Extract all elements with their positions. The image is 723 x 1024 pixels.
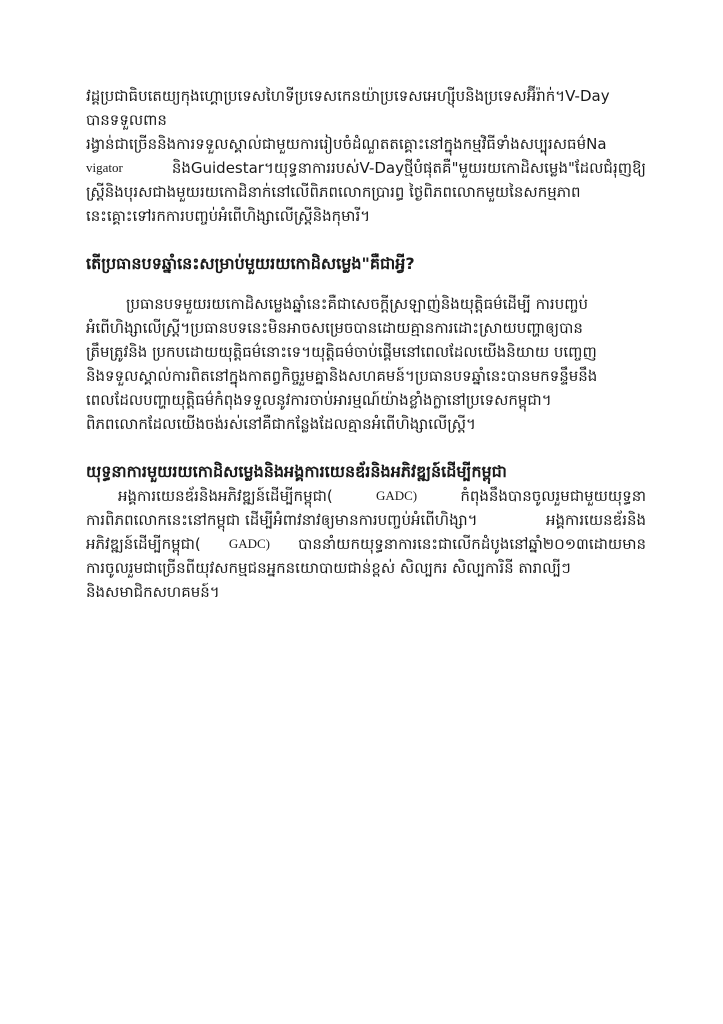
intro-line-2: បានទទួលពាន [86,111,167,129]
spacer [86,228,646,252]
section-2-line-2-a: ការពិភពលោកនេះនៅកម្ពុជា ដើម្បីអំពាវនាវឲ្យមានការបញ្ចប់អំពើហិង្សា។ [86,511,478,529]
intro-line-5: ស្ត្រីនិងបុរសជាងមួយរយកោដិនាក់នៅលើពិភពលោកប្រារព្ធ ថ្ងៃពិភពលោកមួយនៃសកម្មភាព [86,183,581,201]
section-2-line-1-a: អង្គការយេនឌ័រនិងអភិវឌ្ឍន៍ដើម្បីកម្ពុជា( [118,487,333,505]
section-1-heading: តើប្រធានបទឆ្នាំនេះសម្រាប់មួយរយកោដិសម្លេង"គឺជាអ្វី? [86,254,415,273]
section-2-line-1 [86,484,646,508]
intro-line-4 [86,156,646,180]
section-2-line-3 [86,532,646,556]
spacer [86,436,646,460]
section-2-line-2-b: អង្គការយេនឌ័រនិង [546,511,646,529]
intro-line-1: វដ្ដប្រជាធិបតេយ្យកុងហ្គោប្រទេសហៃទីប្រទេសកេនយ៉ាប្រទេសអេហ្ស៊ីបនិងប្រទេសអ៊ីរ៉ាក់។V-Day [86,87,610,105]
section-1-line-2: អំពើហិង្សាលើស្ត្រី។ប្រធានបទនេះមិនអាចសម្រេចបានដោយគ្មានការដោះស្រាយបញ្ហាឲ្យបាន [86,319,583,337]
intro-line-6: នេះគ្គោះទៅរកការបញ្ចប់អំពើហិង្សាលើស្ត្រីនិងកុមារី។ [86,207,371,225]
intro-line-4-end: និងGuidestar។យុទ្ធនាការរបស់V-Dayថ្មីបំផុតគឺ"មួយរយកោដិសម្លេង"ដែលជំរុញឱ្យ [171,159,646,177]
section-1-line-1: ប្រធានបទមួយរយកោដិសម្លេងឆ្នាំនេះគឺជាសេចក្ដីស្រឡាញ់និងយុត្តិធម៌ដើម្បី ការបញ្ចប់ [126,295,589,313]
section-2-line-5: និងសមាជិកសហគមន៍។ [86,583,220,601]
section-2-line-1-c: កំពុងនឹងបានចូលរួមជាមួយយុទ្ធនា [460,487,646,505]
section-2-line-4: ការចូលរួមជាច្រើនពីយុវសកម្មជនអ្នកនយោបាយជាន់ខ្ពស់ សិល្បករ សិល្បការិនី តារាល្បីៗ [86,559,571,577]
intro-line-3: រង្វាន់ជាច្រើននិងការទទួលស្គាល់ជាមួយការរៀបចំដំណួតតគ្គោះនៅក្នុងកម្មវិធីទាំងសប្បុរសធម៌Na [86,135,607,153]
intro-line-4-start: vigator [86,160,123,175]
section-2-heading: យុទ្ធនាការមួយរយកោដិសម្លេងនិងអង្គការយេនឌ័រនិងអភិវឌ្ឍន៍ដើម្បីកម្ពុជា [86,462,507,481]
section-2-line-3-b: GADC) [228,536,271,551]
section-1-line-5: ពេលដែលបញ្ហាយុត្តិធម៌កំពុងទទួលនូវការចាប់អារម្មណ៍យ៉ាងខ្លាំងក្លានៅប្រទេសកម្ពុជា។ [86,391,552,409]
section-1-line-6: ពិភពលោកដែលយើងចង់រស់នៅគឺជាកន្លែងដែលគ្មានអំពើហិង្សាលើស្ត្រី។ [86,415,476,433]
section-2-line-3-a: អភិវឌ្ឍន៍ដើម្បីកម្ពុជា( [86,535,201,553]
section-1-line-4: និងទទួលស្គាល់ការពិតនៅក្នុងកាតព្វកិច្ចរួមគ្នានិងសហគមន៍។ប្រធានបទឆ្នាំនេះបានមកទន្ទឹមនឹង [86,367,598,385]
spacer [86,276,646,292]
section-2-line-3-c: បាននាំយកយុទ្ធនាការនេះជាលើកដំបូងនៅឆ្នាំ២០១៣ដោយមាន [298,535,646,553]
section-1-line-3: ត្រឹមត្រូវនិង ប្រកបដោយយុត្តិធម៌នោះទេ។យុត្តិធម៌ចាប់ផ្ដើមនៅពេលដែលយើងនិយាយ បញ្ចេញ [86,343,597,361]
section-2-line-1-b: GADC) [375,488,418,503]
document-body [86,84,646,604]
section-2-line-2 [86,508,646,532]
